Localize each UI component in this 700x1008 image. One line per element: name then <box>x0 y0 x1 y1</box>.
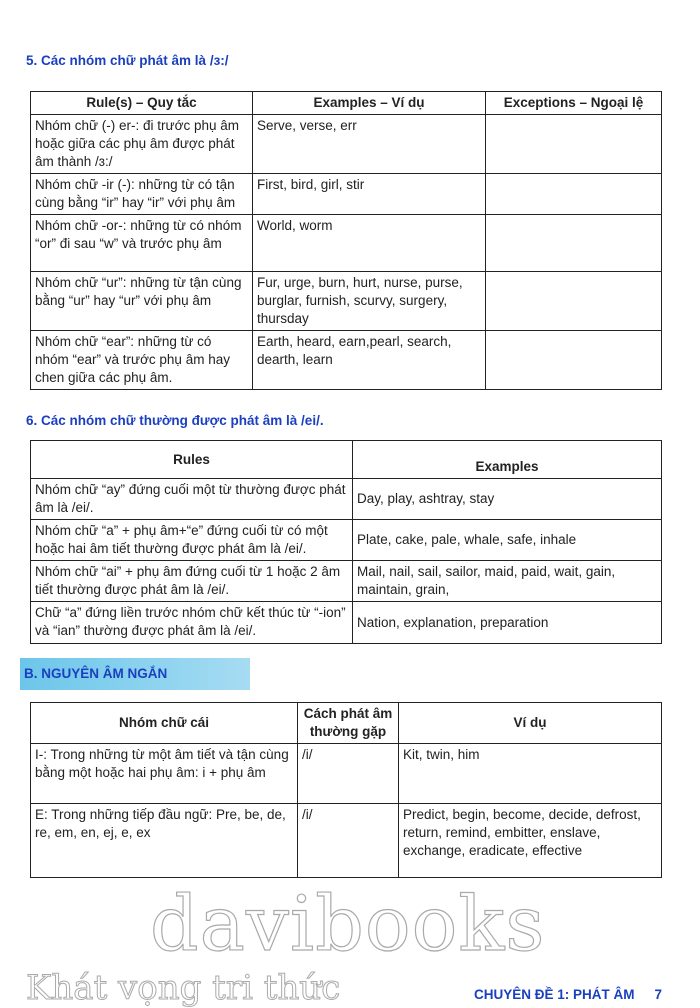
table-header <box>31 441 662 479</box>
example-cell: Fur, urge, burn, hurt, nurse, purse, burglar, furnish, scurvy, surgery, thursday <box>253 272 486 331</box>
table-row <box>31 602 662 644</box>
pronunciation-cell: /i/ <box>298 804 399 878</box>
exception-cell <box>486 115 662 174</box>
example-cell: Kit, twin, him <box>399 744 662 804</box>
footer-chapter: CHUYÊN ĐỀ 1: PHÁT ÂM <box>473 987 635 1002</box>
header-cell: Rule(s) – Quy tắc <box>31 92 253 115</box>
table-er-sound <box>30 91 662 390</box>
footer <box>474 987 662 1002</box>
table-header <box>31 92 662 115</box>
rule-cell: Nhóm chữ -ir (-): những từ có tận cùng bằng “ir” hay “ir” với phụ âm <box>31 174 253 215</box>
example-cell: Serve, verse, err <box>253 115 486 174</box>
table-row <box>31 804 662 878</box>
table-row <box>31 215 662 272</box>
section-5-title: 5. Các nhóm chữ phát âm là /ɜ:/ <box>26 53 229 68</box>
header-cell: Examples <box>353 441 662 479</box>
rule-cell: Nhóm chữ “ai” + phụ âm đứng cuối từ 1 hoặc 2 âm tiết thường được phát âm là /ei/. <box>31 561 353 602</box>
section-b-banner: B. NGUYÊN ÂM NGẮN <box>20 658 250 690</box>
watermark-brand: davibooks <box>150 879 546 968</box>
example-cell: Nation, explanation, preparation <box>353 602 662 644</box>
rule-cell: Chữ “a” đứng liền trước nhóm chữ kết thúc từ “-ion” và “ian” thường được phát âm là /ei/. <box>31 602 353 644</box>
header-cell: Ví dụ <box>399 703 662 744</box>
header-cell: Nhóm chữ cái <box>31 703 298 744</box>
letter-group-cell: E: Trong những tiếp đầu ngữ: Pre, be, de, re, em, en, ej, e, ex <box>31 804 298 878</box>
watermark-slogan: Khát vọng tri thức <box>26 968 341 1008</box>
rule-cell: Nhóm chữ (-) er-: đi trước phụ âm hoặc giữa các phụ âm được phát âm thành /ɜ:/ <box>31 115 253 174</box>
table-short-vowels <box>30 702 662 878</box>
exception-cell <box>486 331 662 390</box>
rule-cell: Nhóm chữ “ur”: những từ tận cùng bằng “ur” hay “ur” với phụ âm <box>31 272 253 331</box>
exception-cell <box>486 215 662 272</box>
header-cell: Rules <box>31 441 353 479</box>
rule-cell: Nhóm chữ -or-: những từ có nhóm “or” đi sau “w” và trước phụ âm <box>31 215 253 272</box>
table-row <box>31 561 662 602</box>
table-row <box>31 520 662 561</box>
letter-group-cell: I-: Trong những từ một âm tiết và tận cùng bằng một hoặc hai phụ âm: i + phụ âm <box>31 744 298 804</box>
table-row <box>31 174 662 215</box>
example-cell: Plate, cake, pale, whale, safe, inhale <box>353 520 662 561</box>
header-cell: Exceptions – Ngoại lệ <box>486 92 662 115</box>
example-cell: First, bird, girl, stir <box>253 174 486 215</box>
pronunciation-cell: /i/ <box>298 744 399 804</box>
table-row <box>31 272 662 331</box>
exception-cell <box>486 174 662 215</box>
example-cell: Earth, heard, earn,pearl, search, dearth, learn <box>253 331 486 390</box>
rule-cell: Nhóm chữ “a” + phụ âm+“e” đứng cuối từ có một hoặc hai âm tiết thường được phát âm là /ei/. <box>31 520 353 561</box>
example-cell: Mail, nail, sail, sailor, maid, paid, wait, gain, maintain, grain, <box>353 561 662 602</box>
example-cell: World, worm <box>253 215 486 272</box>
exception-cell <box>486 272 662 331</box>
section-6-title: 6. Các nhóm chữ thường được phát âm là /ei/. <box>26 413 324 428</box>
rule-cell: Nhóm chữ “ay” đứng cuối một từ thường được phát âm là /ei/. <box>31 479 353 520</box>
rule-cell: Nhóm chữ “ear”: những từ có nhóm “ear” và trước phụ âm hay chen giữa các phụ âm. <box>31 331 253 390</box>
table-row <box>31 479 662 520</box>
page-number: 7 <box>654 987 662 1002</box>
table-header <box>31 703 662 744</box>
table-row <box>31 115 662 174</box>
header-cell: Examples – Ví dụ <box>253 92 486 115</box>
table-ei-sound <box>30 440 662 644</box>
example-cell: Day, play, ashtray, stay <box>353 479 662 520</box>
table-row <box>31 744 662 804</box>
page-bottom <box>26 968 662 1008</box>
table-row <box>31 331 662 390</box>
header-cell: Cách phát âm thường gặp <box>298 703 399 744</box>
example-cell: Predict, begin, become, decide, defrost, return, remind, embitter, enslave, exchange, eradicate, effective <box>399 804 662 878</box>
